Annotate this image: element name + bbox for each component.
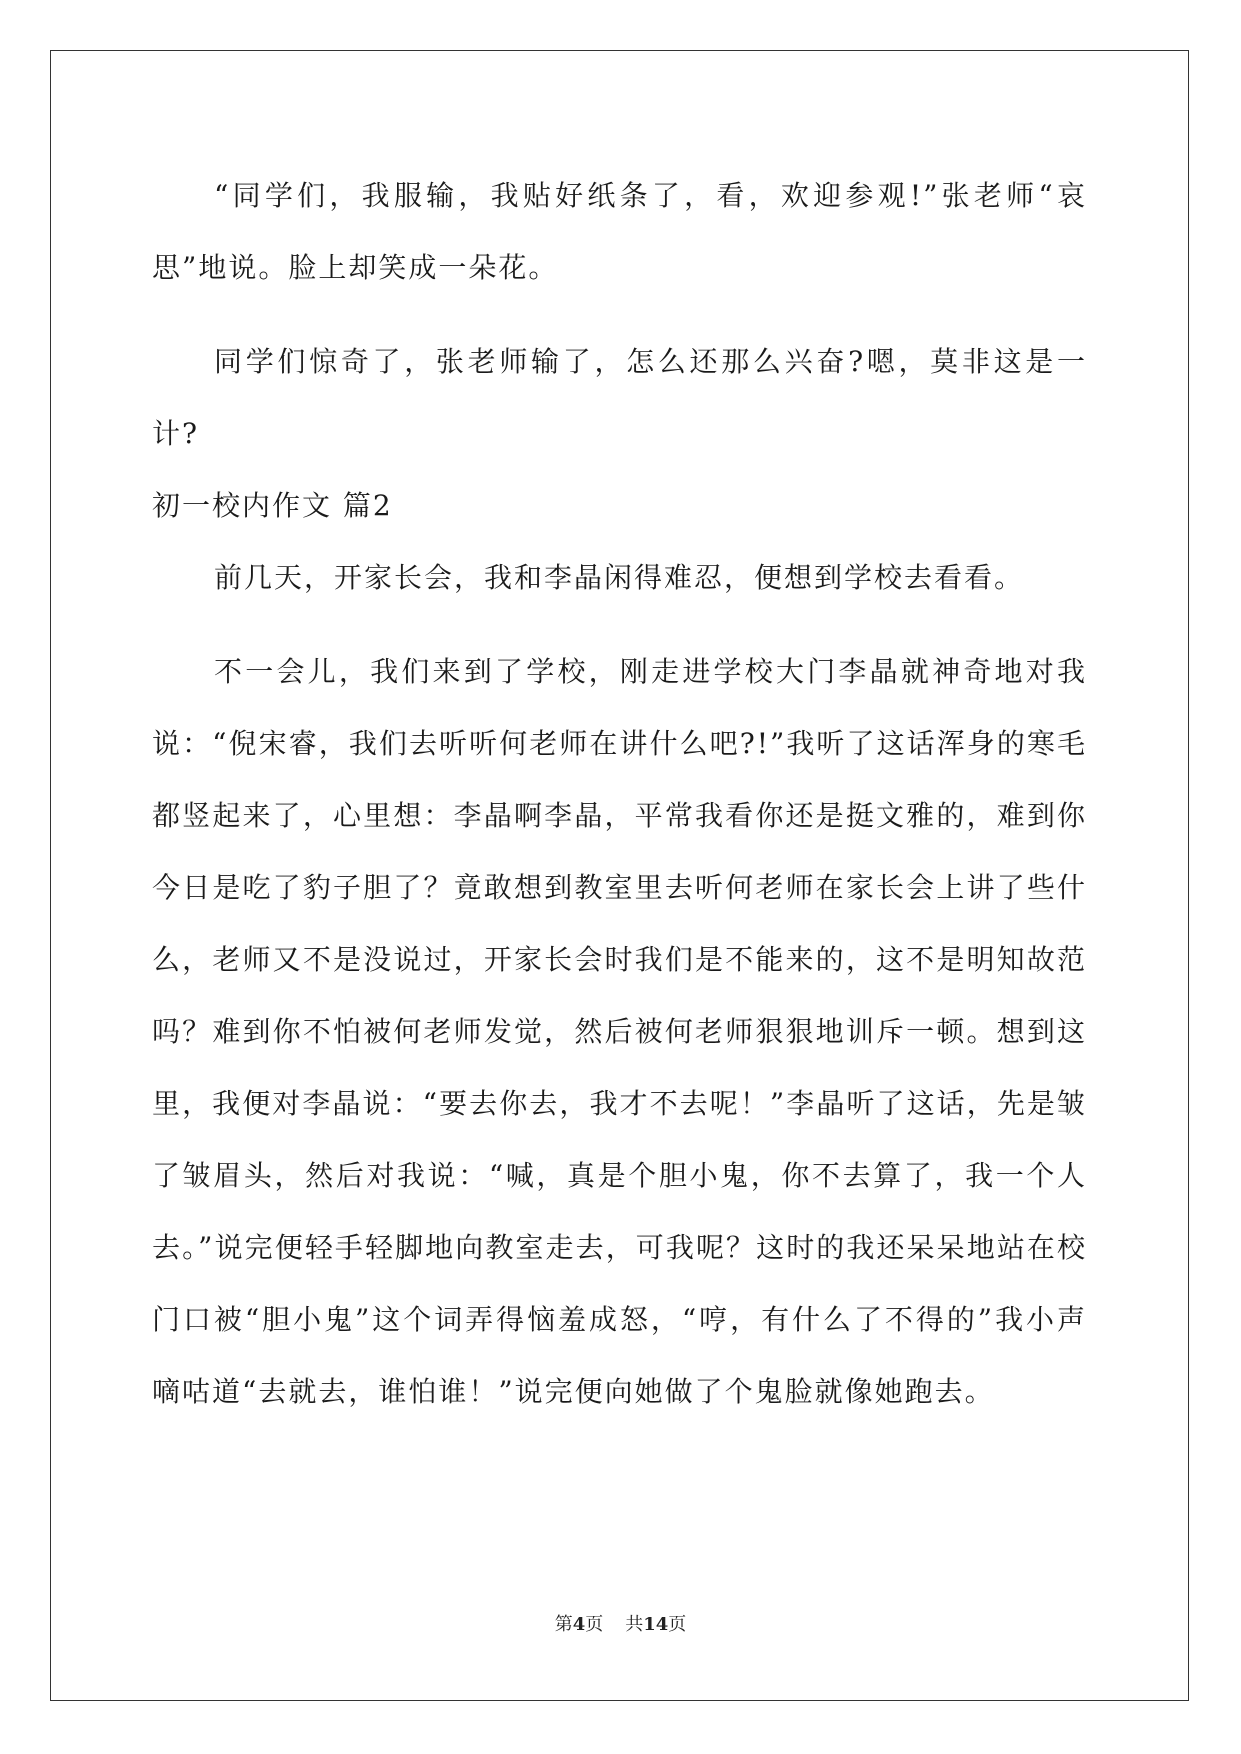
- paragraph-gap: [152, 614, 1087, 636]
- paragraph-gap: [152, 304, 1087, 326]
- page-total: 14: [643, 1614, 669, 1635]
- total-prefix: 共: [625, 1614, 644, 1635]
- paragraph-2: 同学们惊奇了，张老师输了，怎么还那么兴奋?嗯，莫非这是一计?: [152, 345, 1087, 450]
- page-footer: [0, 1610, 1241, 1636]
- page-prefix: 第: [554, 1614, 573, 1635]
- paragraph-1: “同学们，我服输，我贴好纸条了，看，欢迎参观!”张老师“哀思”地说。脸上却笑成一朵花。: [152, 179, 1087, 284]
- document-body: [152, 160, 1087, 1428]
- total-suffix: 页: [668, 1614, 687, 1635]
- page-suffix: 页: [585, 1614, 604, 1635]
- section-heading: 初一校内作文 篇2: [152, 489, 393, 522]
- paragraph-3: 前几天，开家长会，我和李晶闲得难忍，便想到学校去看看。: [214, 561, 1025, 594]
- page-current: 4: [572, 1614, 586, 1635]
- paragraph-4: 不一会儿，我们来到了学校，刚走进学校大门李晶就神奇地对我说：“倪宋睿，我们去听听何老师在讲什么吧?!”我听了这话浑身的寒毛都竖起来了，心里想：李晶啊李晶，平常我看你还是挺文雅的，难到你今日是吃了豹子胆了？竟敢想到教室里去听何老师在家长会上讲了些什么，老师又不是没说过，开家长会时我们是不能来的，这不是明知故范吗？难到你不怕被何老师发觉，然后被何老师狠狠地训斥一顿。想到这里，我便对李晶说：“要去你去，我才不去呢！”李晶听了这话，先是皱了皱眉头，然后对我说：“喊，真是个胆小鬼，你不去算了，我一个人去。”说完便轻手轻脚地向教室走去，可我呢？这时的我还呆呆地站在校门口被“胆小鬼”这个词弄得恼羞成怒，“哼，有什么了不得的”我小声嘀咕道“去就去，谁怕谁！”说完便向她做了个鬼脸就像她跑去。: [152, 655, 1087, 1408]
